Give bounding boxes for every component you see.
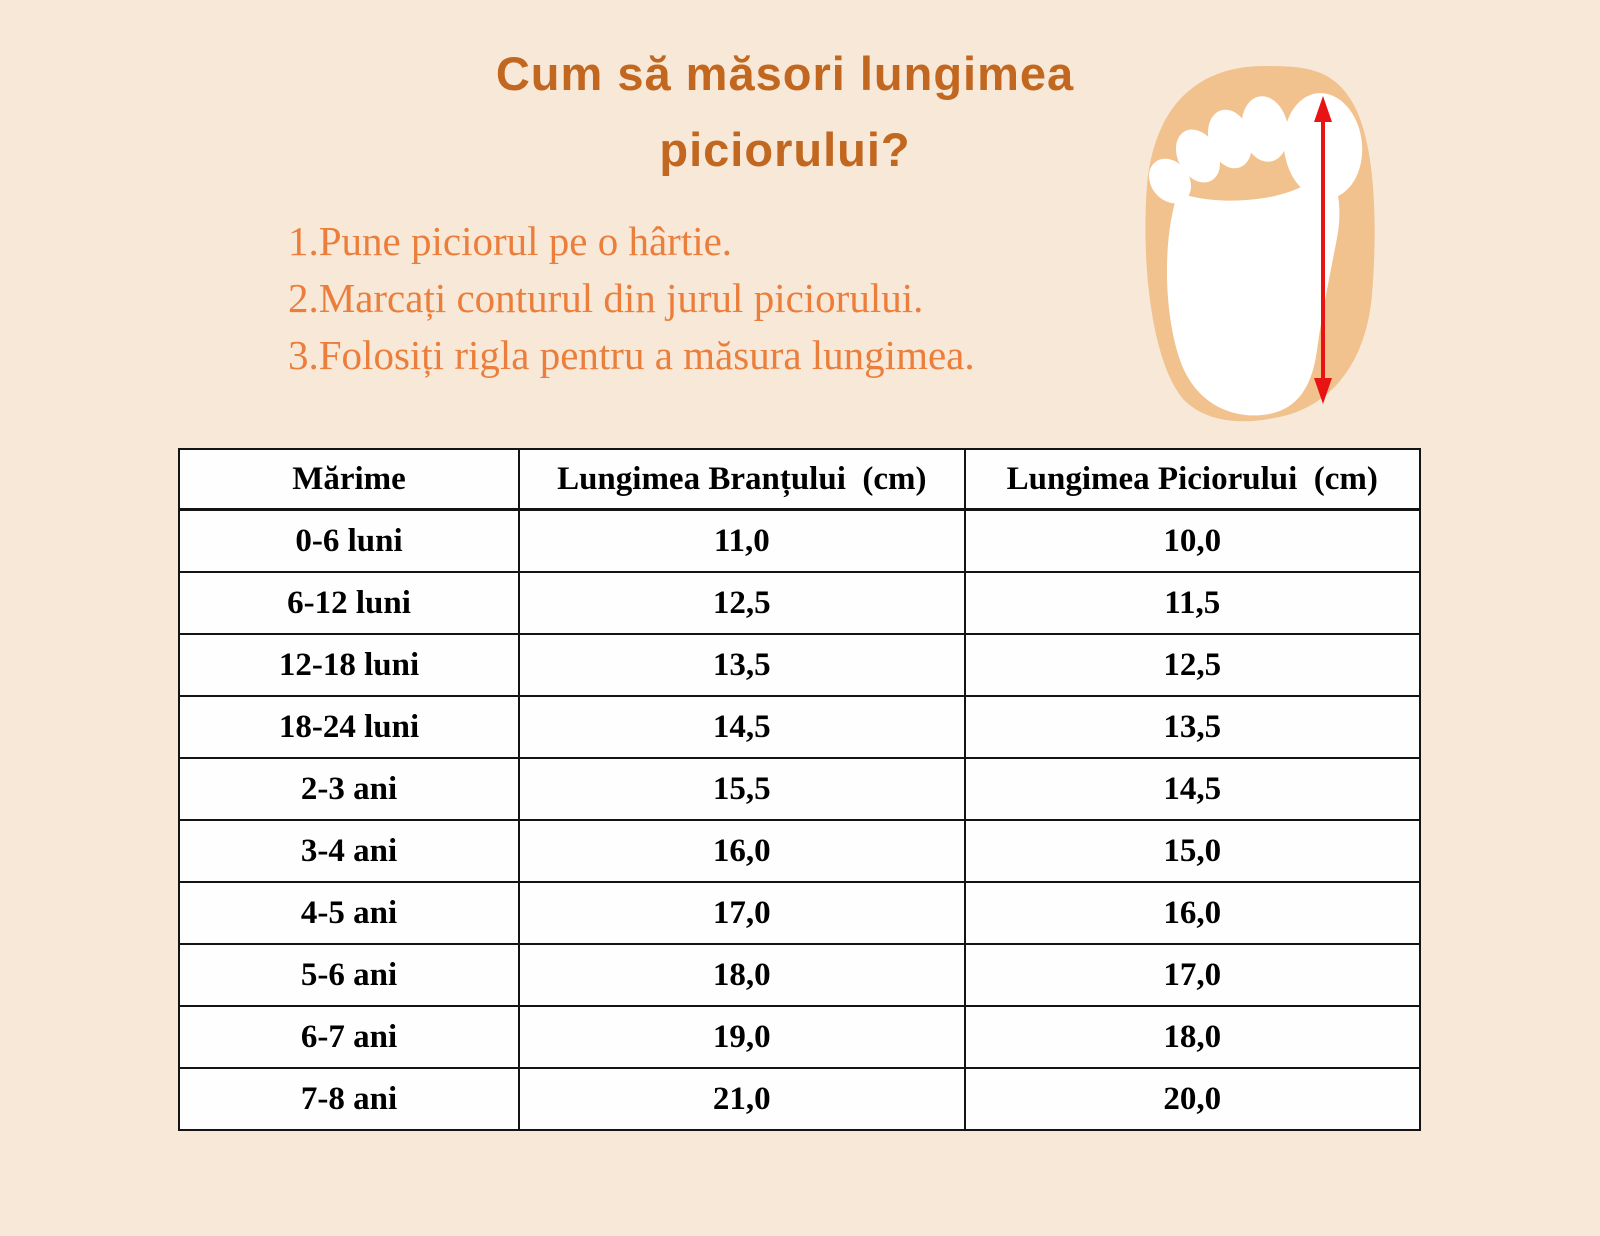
insole-length-cell: 14,5 [519, 696, 965, 758]
size-cell: 5-6 ani [179, 944, 519, 1006]
page-title-line-1: Cum să măsori lungimea [495, 47, 1075, 100]
foot-illustration-svg [1126, 60, 1398, 428]
insole-length-cell: 17,0 [519, 882, 965, 944]
size-cell: 4-5 ani [179, 882, 519, 944]
insole-length-cell: 19,0 [519, 1006, 965, 1068]
foot-length-cell: 14,5 [965, 758, 1420, 820]
foot-length-cell: 11,5 [965, 572, 1420, 634]
foot-length-cell: 12,5 [965, 634, 1420, 696]
column-header-size: Mărime [179, 449, 519, 510]
instruction-step-2: 2.Marcați conturul din jurul piciorului. [288, 275, 924, 321]
table-row [179, 758, 1420, 820]
size-cell: 7-8 ani [179, 1068, 519, 1130]
column-header-insole-length: Lungimea Branțului (cm) [519, 449, 965, 510]
size-cell: 2-3 ani [179, 758, 519, 820]
size-cell: 3-4 ani [179, 820, 519, 882]
instructions-list [288, 213, 975, 384]
size-cell: 6-7 ani [179, 1006, 519, 1068]
size-cell: 6-12 luni [179, 572, 519, 634]
insole-length-cell: 15,5 [519, 758, 965, 820]
size-cell: 18-24 luni [179, 696, 519, 758]
insole-length-cell: 12,5 [519, 572, 965, 634]
table-row [179, 1068, 1420, 1130]
size-chart-table [178, 448, 1421, 1131]
foot-length-cell: 10,0 [965, 510, 1420, 573]
table-row [179, 634, 1420, 696]
insole-length-cell: 18,0 [519, 944, 965, 1006]
foot-length-cell: 20,0 [965, 1068, 1420, 1130]
column-header-foot-length: Lungimea Piciorului (cm) [965, 449, 1420, 510]
foot-illustration [1126, 60, 1398, 428]
page-title-line-2: piciorului? [659, 123, 911, 176]
table-header-row [179, 449, 1420, 510]
insole-length-cell: 16,0 [519, 820, 965, 882]
table-row [179, 510, 1420, 573]
foot-length-cell: 18,0 [965, 1006, 1420, 1068]
instruction-step-3: 3.Folosiți rigla pentru a măsura lungimea. [288, 332, 975, 378]
table-row [179, 882, 1420, 944]
size-cell: 0-6 luni [179, 510, 519, 573]
table-row [179, 696, 1420, 758]
table-row [179, 820, 1420, 882]
table-row [179, 1006, 1420, 1068]
size-cell: 12-18 luni [179, 634, 519, 696]
table-row [179, 572, 1420, 634]
table-row [179, 944, 1420, 1006]
foot-length-cell: 16,0 [965, 882, 1420, 944]
insole-length-cell: 21,0 [519, 1068, 965, 1130]
foot-length-cell: 17,0 [965, 944, 1420, 1006]
foot-length-cell: 15,0 [965, 820, 1420, 882]
instruction-step-1: 1.Pune piciorul pe o hârtie. [288, 218, 733, 264]
foot-length-cell: 13,5 [965, 696, 1420, 758]
insole-length-cell: 13,5 [519, 634, 965, 696]
insole-length-cell: 11,0 [519, 510, 965, 573]
